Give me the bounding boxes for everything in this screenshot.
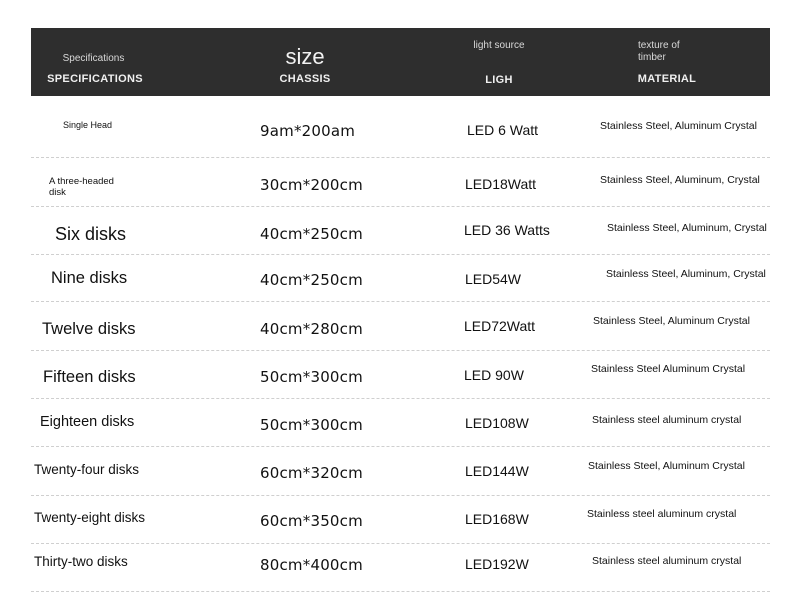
table-row <box>31 207 770 255</box>
light-cell: LED54W <box>465 271 522 287</box>
material-heading: MATERIAL <box>637 73 697 85</box>
spec-cell: Eighteen disks <box>40 414 135 430</box>
light-cell: LED 36 Watts <box>464 222 550 238</box>
spec-cell: Nine disks <box>51 269 128 287</box>
specifications-caption: Specifications <box>62 53 125 64</box>
chassis-cell: 50cm*300cm <box>260 416 363 434</box>
material-cell: Stainless Steel, Aluminum Crystal <box>600 120 757 132</box>
light-cell: LED 6 Watt <box>467 122 539 138</box>
spec-cell: Six disks <box>55 224 127 244</box>
ligh-heading: LIGH <box>485 74 513 86</box>
material-cell: Stainless Steel Aluminum Crystal <box>591 363 746 375</box>
row-divider <box>31 591 770 592</box>
material-cell: Stainless Steel, Aluminum Crystal <box>588 460 745 472</box>
spec-cell: A three-headed disk <box>49 176 114 198</box>
chassis-cell: 40cm*280cm <box>260 320 363 338</box>
specifications-heading: SPECIFICATIONS <box>47 73 143 85</box>
light-cell: LED 90W <box>464 367 524 383</box>
texture-caption-line1: texture of <box>638 40 680 51</box>
size-caption: size <box>285 44 325 69</box>
chassis-cell: 40cm*250cm <box>260 271 363 289</box>
table-header <box>31 28 770 96</box>
chassis-cell: 60cm*320cm <box>260 464 363 482</box>
material-cell: Stainless Steel, Aluminum Crystal <box>593 315 750 327</box>
material-cell: Stainless steel aluminum crystal <box>587 508 737 520</box>
table-row <box>31 544 770 592</box>
material-cell: Stainless steel aluminum crystal <box>592 414 742 426</box>
material-cell: Stainless steel aluminum crystal <box>592 555 742 567</box>
spec-cell: Twenty-eight disks <box>34 510 146 525</box>
table-row <box>31 399 770 447</box>
light-cell: LED168W <box>465 511 529 527</box>
chassis-cell: 9am*200am <box>260 122 356 140</box>
table-row <box>31 302 770 351</box>
table-row <box>31 447 770 496</box>
light-cell: LED18Watt <box>465 176 537 192</box>
spec-cell: Thirty-two disks <box>34 554 128 569</box>
light-cell: LED108W <box>465 415 529 431</box>
material-cell: Stainless Steel, Aluminum, Crystal <box>600 174 760 186</box>
table-row <box>31 158 770 207</box>
chassis-cell: 30cm*200cm <box>260 176 363 194</box>
chassis-cell: 60cm*350cm <box>260 512 363 530</box>
table-row <box>31 110 770 158</box>
chassis-cell: 80cm*400cm <box>260 556 363 574</box>
spec-cell: Twelve disks <box>42 320 136 338</box>
chassis-heading: CHASSIS <box>279 73 331 85</box>
texture-caption-line2: timber <box>638 52 666 63</box>
table-row <box>31 351 770 399</box>
spec-cell: Fifteen disks <box>43 368 136 386</box>
chassis-cell: 40cm*250cm <box>260 225 363 243</box>
material-cell: Stainless Steel, Aluminum, Crystal <box>606 268 766 280</box>
table-row <box>31 255 770 302</box>
table-row <box>31 496 770 544</box>
material-cell: Stainless Steel, Aluminum, Crystal <box>607 222 767 234</box>
light-cell: LED192W <box>465 556 529 572</box>
spec-cell: Twenty-four disks <box>34 462 140 477</box>
light-cell: LED144W <box>465 463 529 479</box>
light-cell: LED72Watt <box>464 318 536 334</box>
light-source-caption: light source <box>473 40 525 51</box>
spec-cell: Single Head <box>63 120 113 130</box>
chassis-cell: 50cm*300cm <box>260 368 363 386</box>
